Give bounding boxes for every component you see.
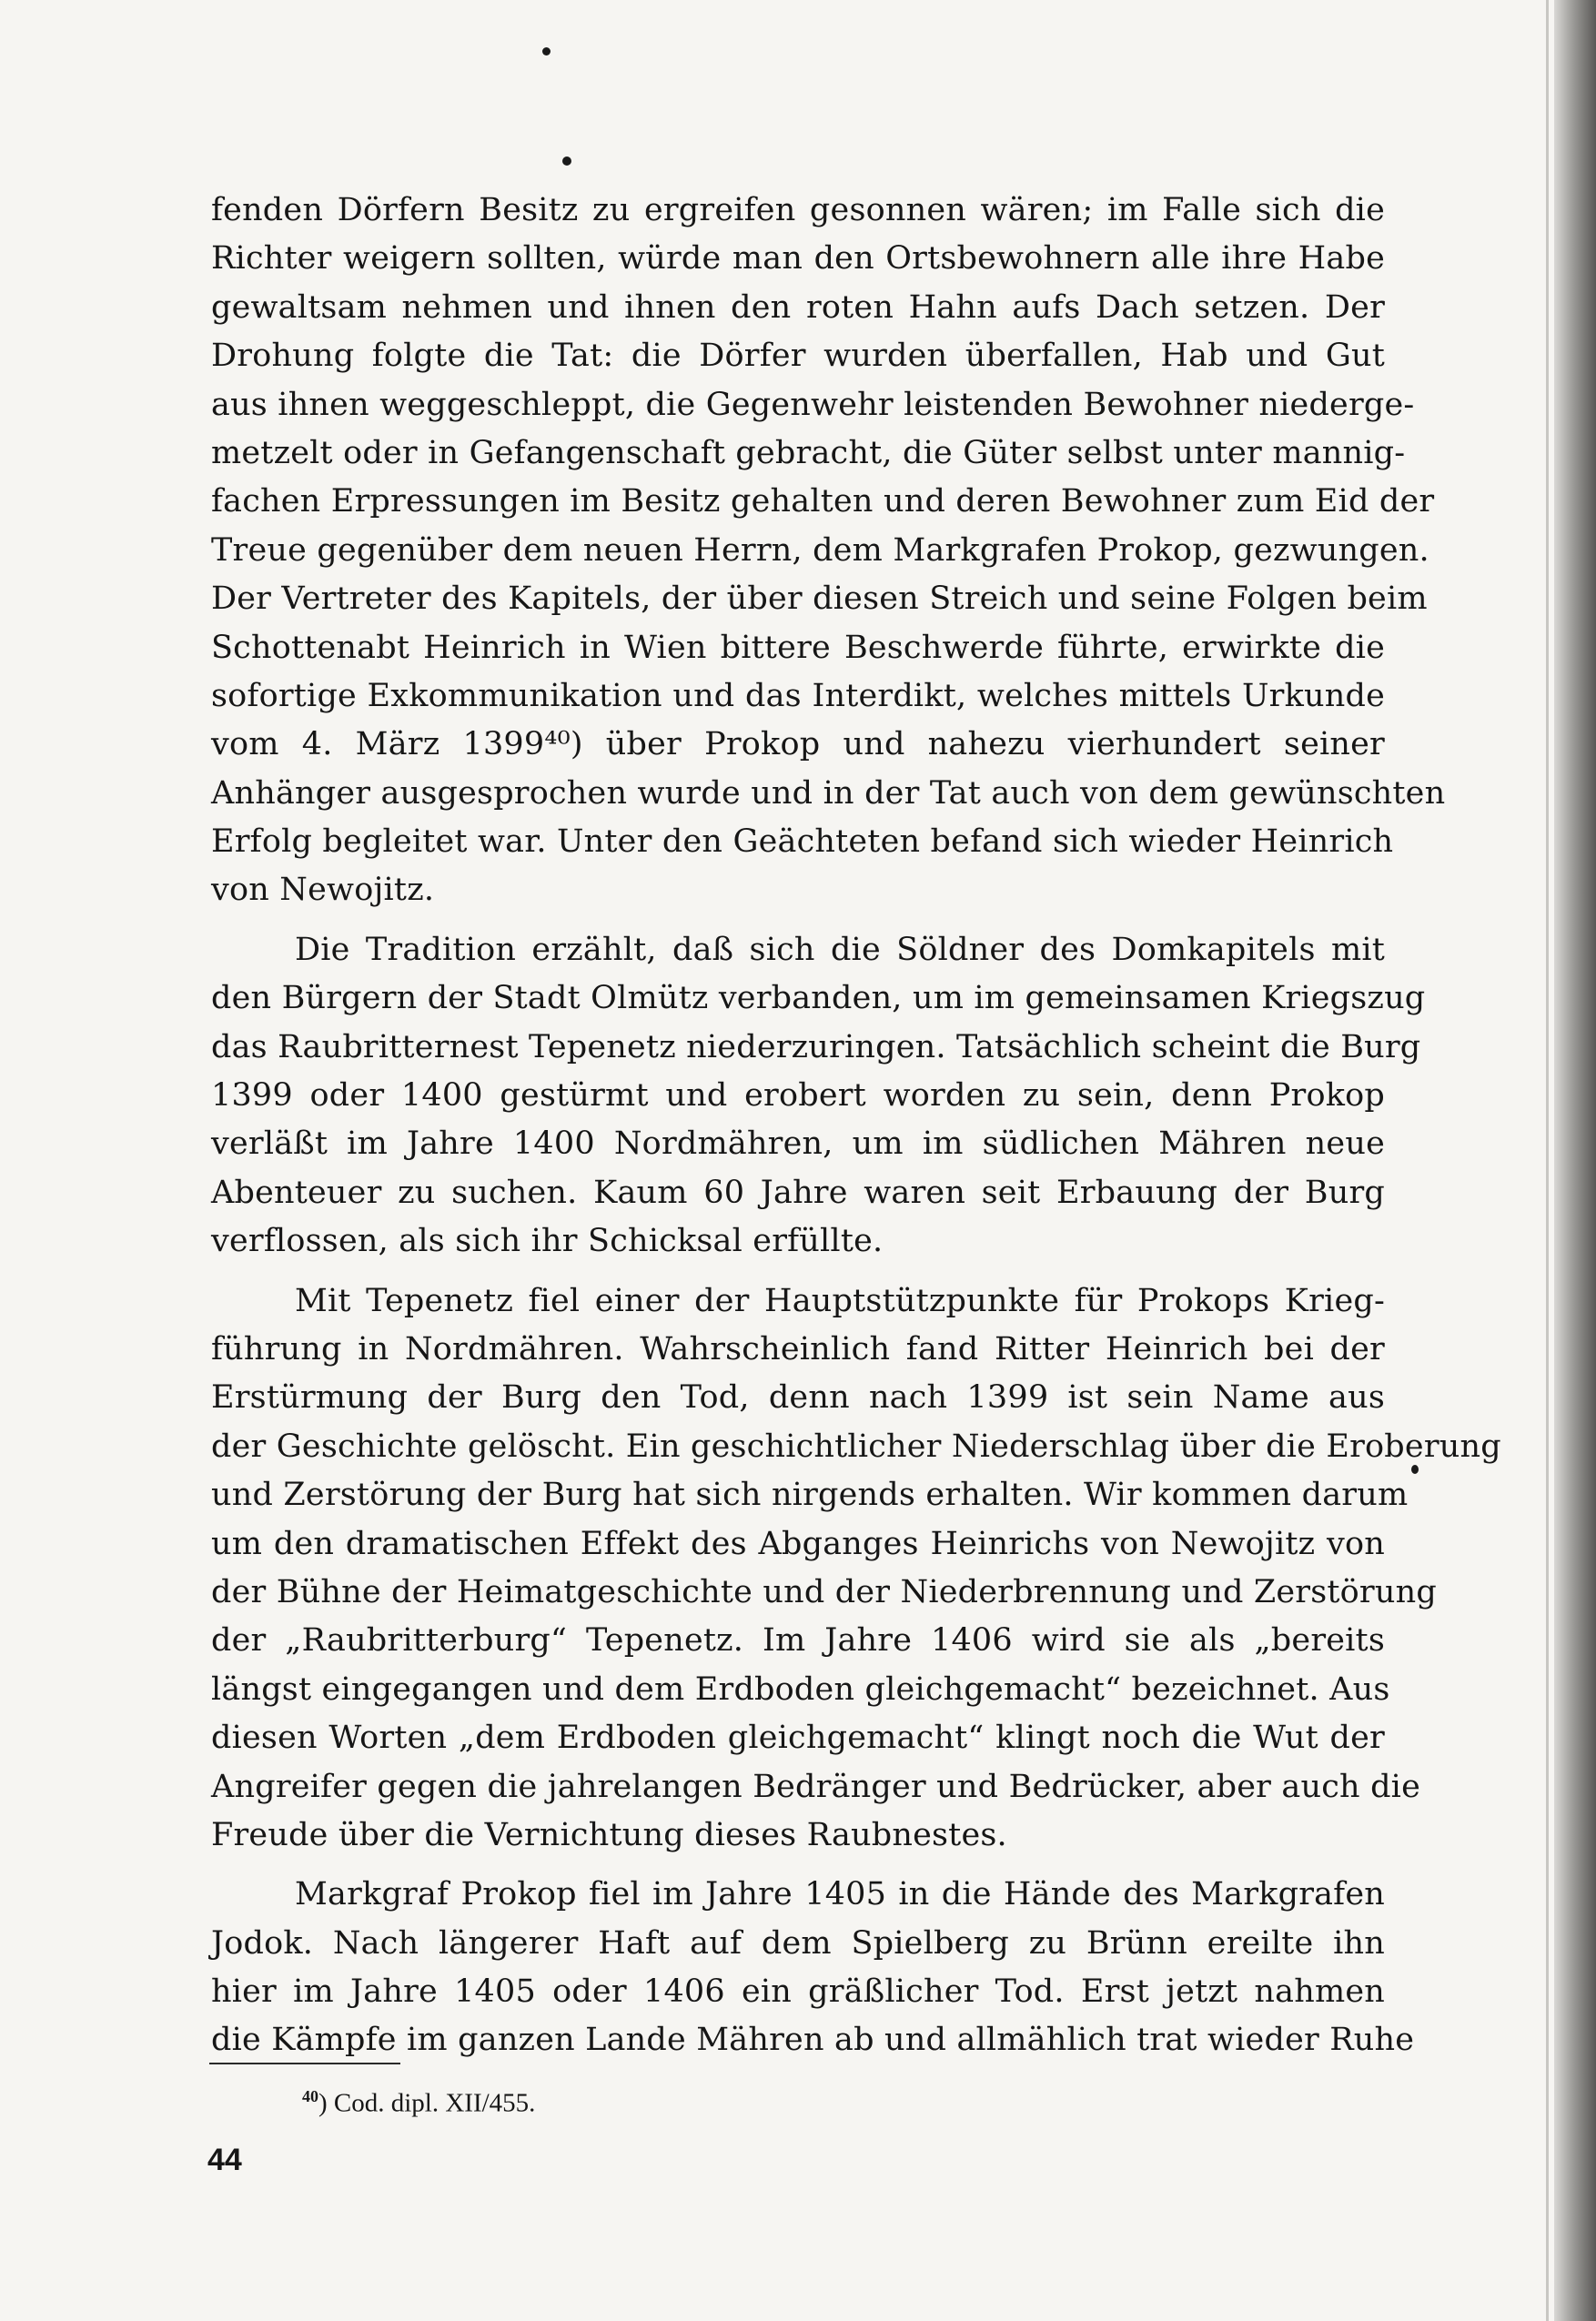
paragraph-4 [211, 1871, 1415, 2065]
text-line: Abenteuer zu suchen. Kaum 60 Jahre waren seit Erbauung der Burg [211, 1174, 1385, 1211]
text-line: Angreifer gegen die jahrelangen Bedränger und Bedrücker, aber auch die [211, 1768, 1420, 1805]
text-line: der Geschichte gelöscht. Ein geschichtlicher Niederschlag über die Eroberung [211, 1428, 1501, 1465]
text-line: von Newojitz. [211, 872, 435, 909]
text-line: fenden Dörfern Besitz zu ergreifen gesonnen wären; im Falle sich die [211, 192, 1385, 228]
text-line: und Zerstörung der Burg hat sich nirgends erhalten. Wir kommen darum [211, 1477, 1409, 1514]
text-line: Schottenabt Heinrich in Wien bittere Beschwerde führte, erwirkte die [211, 629, 1385, 666]
text-line: 1399 oder 1400 gestürmt und erobert worden zu sein, denn Prokop [211, 1077, 1385, 1115]
scan-speck [1411, 1465, 1419, 1474]
text-line: den Bürgern der Stadt Olmütz verbanden, um im gemeinsamen Kriegszug [211, 980, 1426, 1017]
text-line: vom 4. März 1399⁴⁰) über Prokop und nahezu vierhundert seiner [211, 726, 1385, 763]
text-line: Treue gegenüber dem neuen Herrn, dem Markgrafen Prokop, gezwungen. [211, 531, 1429, 569]
text-line: der „Raubritterburg“ Tepenetz. Im Jahre 1406 wird sie als „bereits [211, 1622, 1385, 1660]
text-line: Freude über die Vernichtung dieses Raubnestes. [211, 1816, 1007, 1853]
page-fold-shadow-line [1546, 0, 1549, 2321]
page-number: 44 [207, 2143, 242, 2177]
text-line: Richter weigern sollten, würde man den Ortsbewohnern alle ihre Habe [211, 240, 1385, 278]
footnote [302, 2080, 535, 2120]
text-line: Jodok. Nach längerer Haft auf dem Spielberg zu Brünn ereilte ihn [211, 1924, 1385, 1962]
text-line: die Kämpfe im ganzen Lande Mähren ab und allmählich trat wieder Ruhe [211, 2022, 1415, 2059]
body-text [211, 187, 1501, 2065]
text-line: um den dramatischen Effekt des Abganges Heinrichs von Newojitz von [211, 1525, 1385, 1562]
text-line: Anhänger ausgesprochen wurde und in der Tat auch von dem gewünschten [211, 774, 1446, 812]
paragraph-1 [211, 187, 1446, 915]
text-line: Der Vertreter des Kapitels, der über diesen Streich und seine Folgen beim [211, 580, 1428, 618]
text-line: das Raubritternest Tepenetz niederzuringen. Tatsächlich scheint die Burg [211, 1028, 1421, 1065]
paragraph-gap [211, 1860, 1385, 1871]
text-line: diesen Worten „dem Erdboden gleichgemacht“ klingt noch die Wut der [211, 1720, 1385, 1757]
page-binding-shadow [1554, 0, 1596, 2321]
text-line: verläßt im Jahre 1400 Nordmähren, um im südlichen Mähren neue [211, 1125, 1385, 1163]
footnote-marker: 40 [302, 2087, 318, 2105]
footnote-text: ) Cod. dipl. XII/455. [318, 2088, 536, 2118]
text-line: längst eingegangen und dem Erdboden gleichgemacht“ bezeichnet. Aus [211, 1670, 1390, 1708]
text-line: sofortige Exkommunikation und das Interdikt, welches mittels Urkunde [211, 677, 1385, 714]
text-line: der Bühne der Heimatgeschichte und der Niederbrennung und Zerstörung [211, 1573, 1437, 1610]
footnote-rule [209, 2063, 400, 2064]
text-line: Erstürmung der Burg den Tod, denn nach 1399 ist sein Name aus [211, 1379, 1385, 1417]
text-line: metzelt oder in Gefangenschaft gebracht, die Güter selbst unter mannig- [211, 434, 1406, 471]
paragraph-gap [211, 915, 1385, 926]
paragraph-gap [211, 1266, 1385, 1277]
text-line: fachen Erpressungen im Besitz gehalten und deren Bewohner zum Eid der [211, 483, 1435, 520]
text-line: hier im Jahre 1405 oder 1406 ein gräßlicher Tod. Erst jetzt nahmen [211, 1973, 1385, 2011]
text-line: gewaltsam nehmen und ihnen den roten Hahn aufs Dach setzen. Der [211, 288, 1385, 326]
text-line: Erfolg begleitet war. Unter den Geächteten befand sich wieder Heinrich [211, 823, 1394, 861]
text-line: verflossen, als sich ihr Schicksal erfüllte. [211, 1223, 884, 1260]
scan-speck [562, 156, 571, 166]
text-line: Markgraf Prokop fiel im Jahre 1405 in die Hände des Markgrafen [295, 1876, 1385, 1913]
text-line: Drohung folgte die Tat: die Dörfer wurden überfallen, Hab und Gut [211, 338, 1385, 375]
paragraph-3 [211, 1277, 1501, 1861]
scan-speck [542, 47, 551, 56]
text-line: Mit Tepenetz fiel einer der Hauptstützpunkte für Prokops Krieg- [295, 1282, 1385, 1319]
paragraph-2 [211, 926, 1426, 1266]
text-line: aus ihnen weggeschleppt, die Gegenwehr leistenden Bewohner niederge- [211, 386, 1415, 423]
text-line: führung in Nordmähren. Wahrscheinlich fand Ritter Heinrich bei der [211, 1330, 1385, 1367]
text-line: Die Tradition erzählt, daß sich die Söldner des Domkapitels mit [295, 931, 1385, 968]
